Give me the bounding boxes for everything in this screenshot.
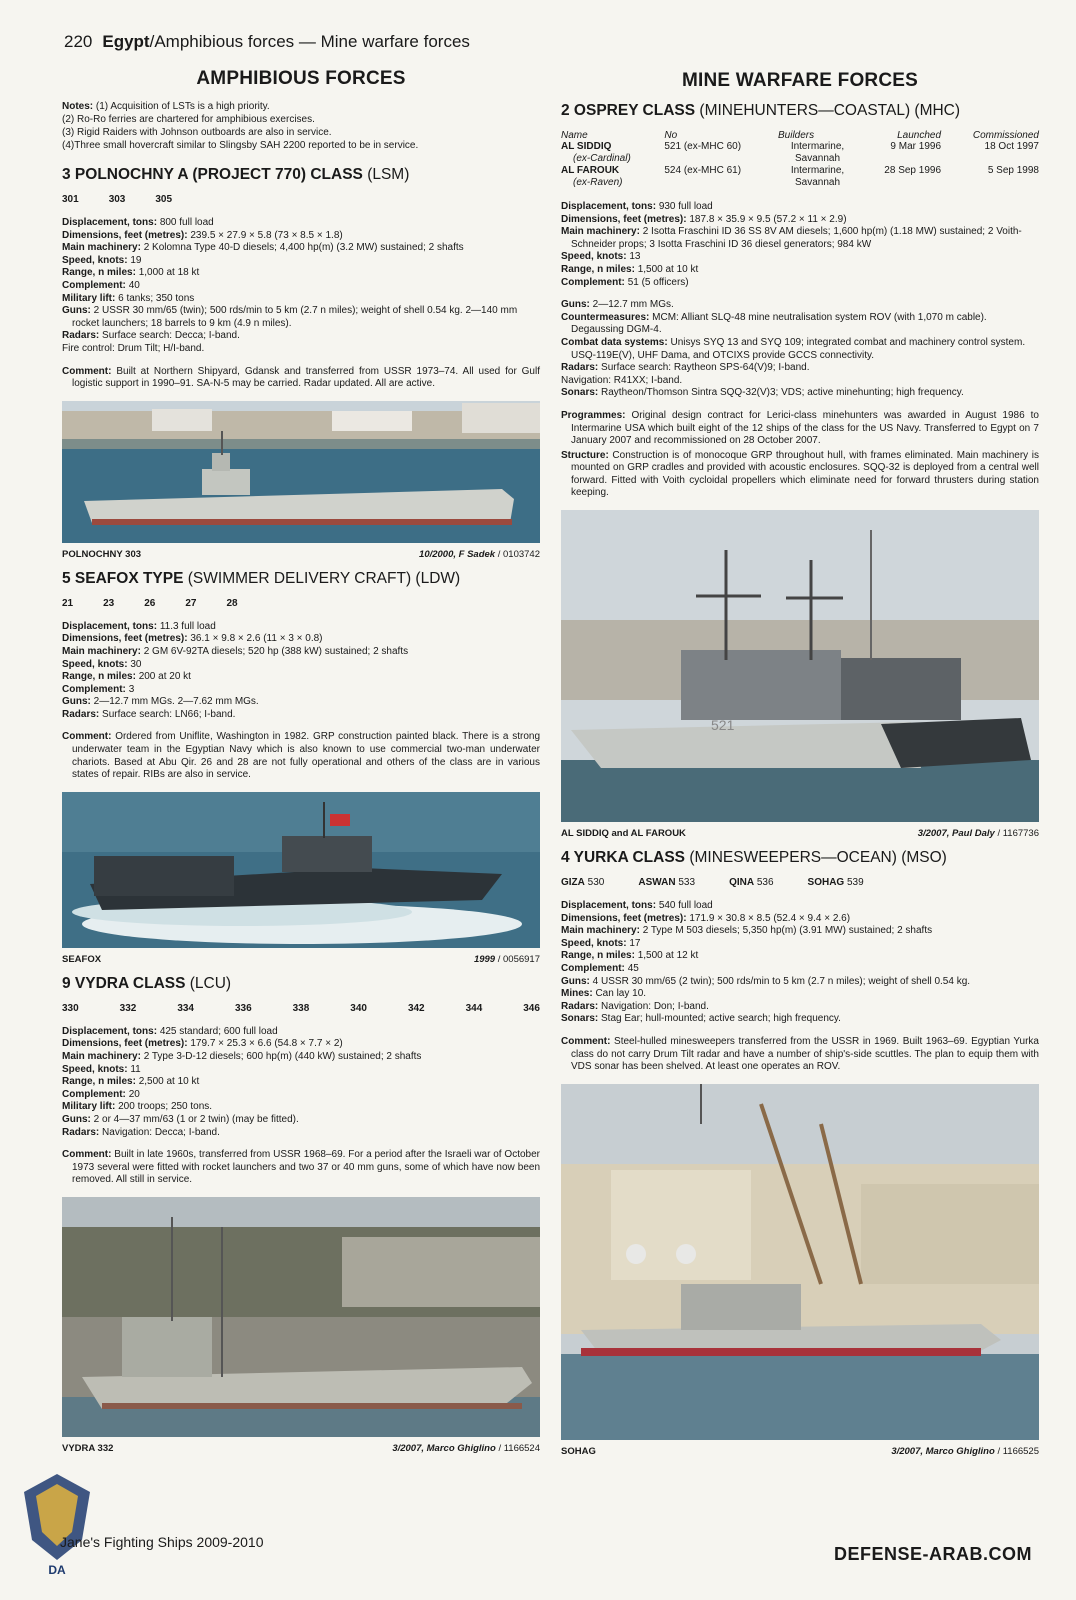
notes-label: Notes: (62, 101, 94, 112)
table-row (561, 141, 1039, 165)
amphibious-notes (62, 100, 540, 152)
seafox-photo (62, 792, 540, 948)
credit-source: 3/2007, Marco Ghiglino (392, 1442, 496, 1454)
spec-key: Complement: (561, 276, 625, 288)
spec-row (62, 633, 540, 646)
yurka-comment (561, 1036, 1039, 1074)
spec-value: 800 full load (159, 217, 214, 228)
spec-row (62, 230, 540, 243)
pennant-number: 342 (407, 1002, 425, 1014)
spec-value: 30 (130, 658, 142, 670)
spec-value: 45 (627, 963, 639, 975)
yurka-specs (561, 900, 1039, 1026)
spec-row (561, 277, 1039, 290)
country-name: Egypt (102, 32, 150, 51)
vydra-photo (62, 1197, 540, 1437)
spec-key: Guns: (62, 696, 91, 708)
comment-label: Comment: (62, 1149, 112, 1161)
spec-key: Complement: (62, 683, 126, 695)
page-number: 220 (64, 32, 93, 51)
yurka-class-title (561, 849, 1039, 867)
spec-value: Can lay 10. (595, 988, 647, 1000)
spec-value: Raytheon/Thomson Sintra SQQ-32(V)3; VDS; active minehunting; high frequency. (601, 387, 964, 399)
spec-row (62, 255, 540, 268)
spec-row (62, 293, 540, 306)
spec-value: 1,000 at 18 kt (138, 267, 200, 279)
spec-row (561, 1001, 1039, 1014)
spec-value: Navigation: R41XX; I-band. (561, 374, 683, 386)
spec-key: Speed, knots: (561, 937, 627, 949)
spec-key: Dimensions, feet (metres): (561, 912, 687, 924)
spec-key: Main machinery: (62, 242, 141, 254)
spec-value: 13 (629, 251, 641, 263)
hull-number: 521 (711, 717, 735, 734)
spec-key: Range, n miles: (561, 263, 635, 275)
spec-row (62, 343, 540, 356)
photo-caption: VYDRA 332 (62, 1442, 114, 1454)
spec-row (561, 925, 1039, 938)
spec-row (62, 1101, 540, 1114)
spec-key: Main machinery: (62, 645, 141, 657)
spec-value: 239.5 × 27.9 × 5.8 (73 × 8.5 × 1.8) (190, 229, 343, 241)
spec-row (62, 659, 540, 672)
spec-value: 2,500 at 10 kt (138, 1076, 200, 1088)
spec-row (561, 963, 1039, 976)
note-line: (1) Acquisition of LSTs is a high priority. (95, 101, 270, 112)
column-header: Commissioned (972, 130, 1039, 141)
spec-key: Range, n miles: (561, 950, 635, 962)
programmes-text: Original design contract for Lerici-class minehunters was awarded in August 1986 to Intermarine USA which built eight of the 12 ships of the class for the US Navy. Transferred to Egypt on 7 January 2007 and recommissioned on 28 October 2007. (571, 409, 1039, 447)
ship-name: QINA (729, 877, 755, 889)
spec-value: 2 GM 6V-92TA diesels; 520 hp (388 kW) sustained; 2 shafts (143, 645, 409, 657)
spec-row (561, 337, 1039, 362)
spec-key: Guns: (62, 305, 91, 317)
spec-key: Sonars: (561, 1013, 599, 1025)
pennant-number: 305 (155, 194, 173, 205)
ship-builder: Intermarine, (790, 141, 845, 152)
column-header: Name (561, 130, 588, 141)
note-line: (3) Rigid Raiders with Johnson outboards are also in service. (62, 127, 332, 138)
yurka-caption (561, 1446, 1039, 1457)
spec-value: MCM: Alliant SLQ-48 mine neutralisation system ROV (with 1,070 m cable). Degaussing DGM-4. (571, 311, 987, 336)
spec-key: Speed, knots: (561, 251, 627, 263)
spec-value: 179.7 × 25.3 × 6.6 (54.8 × 7.7 × 2) (190, 1038, 343, 1050)
spec-value: Unisys SYQ 13 and SYQ 109; integrated combat and machinery control system. USQ-119E(V), UHF Dama, and OTCIXS provide GCCS connectivity. (571, 336, 1026, 361)
spec-key: Displacement, tons: (62, 1025, 158, 1037)
spec-key: Speed, knots: (62, 1063, 128, 1075)
spec-row (62, 305, 540, 330)
spec-value: 187.8 × 35.9 × 9.5 (57.2 × 11 × 2.9) (689, 213, 847, 225)
credit-id: / 0056917 (497, 953, 540, 965)
spec-row (561, 900, 1039, 913)
credit-source: 10/2000, F Sadek (419, 548, 496, 560)
comment-label: Comment: (62, 365, 112, 377)
spec-value: 17 (629, 937, 641, 949)
seafox-specs (62, 621, 540, 722)
spec-row (62, 1038, 540, 1051)
spec-value: 4 USSR 30 mm/65 (2 twin); 500 rds/min to 5 km (2.7 n miles); weight of shell 0.54 kg. (592, 975, 971, 987)
osprey-caption (561, 828, 1039, 839)
spec-row (62, 1076, 540, 1089)
comment-text: Ordered from Uniflite, Washington in 1982. GRP construction painted black. There is a strong underwater team in the Egyptian Navy which is also known to use commercial two-man underwater chariots. Based at Abu Qir. 26 and 28 are not fully operational and others of the class are in various states of repair. RIBs are also in service. (72, 731, 540, 781)
vydra-pennants (62, 1003, 540, 1014)
class-name: 4 YURKA CLASS (561, 849, 686, 867)
class-name: 2 OSPREY CLASS (561, 102, 696, 119)
class-name: 9 VYDRA CLASS (62, 974, 186, 992)
ship-builder-location: Savannah (794, 177, 841, 188)
right-column (561, 66, 1039, 1465)
footer-publication: Jane's Fighting Ships 2009-2010 (60, 1534, 264, 1550)
spec-row (62, 1114, 540, 1127)
class-name: 5 SEAFOX TYPE (62, 569, 184, 587)
spec-key: Dimensions, feet (metres): (62, 633, 188, 645)
ship-number: 533 (678, 877, 696, 889)
spec-row (62, 1127, 540, 1140)
photo-credit (891, 1446, 1039, 1457)
programmes-label: Programmes: (561, 409, 626, 421)
spec-key: Military lift: (62, 1101, 116, 1113)
class-type: (SWIMMER DELIVERY CRAFT) (LDW) (187, 569, 461, 587)
ship-commissioned: 5 Sep 1998 (987, 165, 1039, 176)
spec-key: Military lift: (62, 292, 116, 304)
pennant-number: 28 (226, 597, 238, 609)
polnochny-class-title (62, 166, 540, 184)
class-name: 3 POLNOCHNY A (PROJECT 770) CLASS (62, 166, 363, 183)
spec-value: 2 Type 3-D-12 diesels; 600 hp(m) (440 kW) sustained; 2 shafts (143, 1051, 422, 1063)
spec-value: 930 full load (658, 201, 713, 212)
spec-row (62, 1064, 540, 1077)
photo-credit (474, 954, 540, 965)
structure-label: Structure: (561, 449, 609, 461)
spec-value: Fire control: Drum Tilt; H/I-band. (62, 342, 205, 354)
spec-value: Surface search: Raytheon SPS-64(V)9; I-band. (601, 362, 810, 374)
pennant-item (729, 877, 773, 888)
spec-value: 36.1 × 9.8 × 2.6 (11 × 3 × 0.8) (190, 633, 323, 645)
spec-value: 6 tanks; 350 tons (118, 292, 195, 304)
photo-credit (419, 549, 540, 560)
spec-key: Displacement, tons: (62, 217, 158, 228)
spec-key: Displacement, tons: (561, 900, 657, 912)
spec-value: 2 USSR 30 mm/65 (twin); 500 rds/min to 5 km (2.7 n miles); weight of shell 0.54 kg. 2—140 mm rocket launchers; 18 barrels to 9 km (4.9 n miles). (72, 305, 518, 329)
spec-row (62, 1051, 540, 1064)
pennant-number: 26 (144, 597, 156, 609)
ship-number: 539 (846, 877, 864, 889)
spec-row (62, 242, 540, 255)
osprey-programmes (561, 410, 1039, 448)
ship-launched: 28 Sep 1996 (884, 165, 942, 176)
pennant-number: 21 (62, 597, 74, 609)
pennant-number: 23 (103, 597, 115, 609)
table-row (561, 165, 1039, 189)
table-header-row (561, 130, 1039, 141)
spec-value: 2 Kolomna Type 40-D diesels; 4,400 hp(m) (3.2 MW) sustained; 2 shafts (143, 242, 464, 254)
ship-builder: Intermarine, (790, 165, 845, 176)
seafox-pennants (62, 598, 540, 609)
photo-credit (392, 1443, 540, 1454)
spec-row (62, 684, 540, 697)
ship-name: GIZA (561, 877, 585, 889)
spec-row (561, 913, 1039, 926)
spec-value: 200 troops; 250 tons. (118, 1101, 213, 1113)
credit-source: 3/2007, Paul Daly (917, 828, 995, 840)
credit-id: / 1166525 (997, 1445, 1039, 1457)
spec-value: 425 standard; 600 full load (159, 1025, 278, 1037)
photo-caption: SEAFOX (62, 953, 102, 965)
comment-text: Built in late 1960s, transferred from USSR 1968–69. For a period after the Israeli war of October 1973 several were fitted with rocket launchers and two 37 or 40 mm guns, some of which have now been removed. All still in service. (72, 1149, 540, 1186)
pennant-number: 301 (62, 194, 79, 205)
ship-commissioned: 18 Oct 1997 (984, 141, 1039, 152)
spec-row (561, 988, 1039, 1001)
spec-row (62, 646, 540, 659)
spec-key: Radars: (62, 330, 100, 342)
spec-value: 200 at 20 kt (138, 671, 191, 683)
seafox-comment (62, 731, 540, 781)
spec-row (561, 299, 1039, 312)
amphibious-section-title: AMPHIBIOUS FORCES (196, 68, 406, 89)
ship-former-name: (ex-Cardinal) (573, 153, 631, 164)
ship-number: 521 (ex-MHC 60) (664, 141, 742, 152)
spec-key: Main machinery: (62, 1051, 141, 1063)
spec-value: 2 or 4—37 mm/63 (1 or 2 twin) (may be fitted). (93, 1114, 299, 1125)
spec-value: Navigation: Decca; I-band. (102, 1126, 220, 1138)
spec-value: 40 (128, 279, 140, 291)
spec-value: 19 (130, 254, 142, 266)
ship-name: AL SIDDIQ (561, 141, 612, 152)
spec-key: Dimensions, feet (metres): (62, 1038, 188, 1050)
spec-row (62, 696, 540, 709)
spec-value: Surface search: LN66; I-band. (102, 708, 236, 720)
running-head (64, 32, 470, 52)
polnochny-ship-image (62, 401, 540, 543)
spec-key: Guns: (561, 299, 590, 311)
spec-row (62, 1089, 540, 1102)
spec-row (561, 251, 1039, 264)
polnochny-specs (62, 217, 540, 356)
spec-row (561, 214, 1039, 227)
spec-row (561, 375, 1039, 388)
vydra-class-title (62, 975, 540, 993)
column-header: No (664, 130, 678, 141)
spec-row (561, 950, 1039, 963)
spec-row (62, 217, 540, 230)
spec-value: 1,500 at 12 kt (637, 950, 699, 962)
pennant-number: 344 (465, 1002, 483, 1014)
spec-value: 51 (5 officers) (627, 276, 689, 288)
spec-row (561, 362, 1039, 375)
seafox-caption (62, 954, 540, 965)
spec-value: 171.9 × 30.8 × 8.5 (52.4 × 9.4 × 2.6) (689, 912, 851, 924)
note-line: (2) Ro-Ro ferries are chartered for amphibious exercises. (62, 114, 315, 125)
spec-key: Main machinery: (561, 925, 640, 937)
spec-value: 2—12.7 mm MGs. (592, 299, 674, 311)
vydra-specs (62, 1026, 540, 1139)
spec-row (561, 387, 1039, 400)
ship-number: 530 (587, 877, 605, 889)
polnochny-comment (62, 366, 540, 391)
pennant-number: 340 (350, 1002, 367, 1014)
osprey-photo (561, 510, 1039, 822)
column-header: Builders (777, 130, 815, 141)
pennant-item (808, 877, 864, 888)
column-header: Launched (897, 130, 942, 141)
ship-number: 536 (756, 877, 774, 889)
spec-key: Mines: (561, 988, 593, 1000)
spec-row (561, 264, 1039, 277)
osprey-class-title (561, 102, 1039, 120)
spec-key: Speed, knots: (62, 658, 128, 670)
class-type: (MINEHUNTERS—COASTAL) (MHC) (699, 102, 961, 119)
spec-key: Displacement, tons: (561, 201, 657, 212)
credit-id: / 0103742 (497, 548, 540, 560)
photo-credit (918, 828, 1039, 839)
spec-value: Navigation: Don; I-band. (601, 1000, 709, 1012)
spec-row (62, 280, 540, 293)
spec-value: Stag Ear; hull-mounted; active search; high frequency. (601, 1013, 841, 1025)
spec-key: Radars: (62, 708, 100, 720)
pennant-number: 27 (185, 597, 197, 609)
photo-caption: AL SIDDIQ and AL FAROUK (561, 828, 686, 840)
spec-value: 2 Type M 503 diesels; 5,350 hp(m) (3.91 MW) sustained; 2 shafts (642, 925, 933, 937)
spec-key: Displacement, tons: (62, 620, 158, 632)
polnochny-pennants (62, 194, 540, 205)
osprey-ships-image (561, 510, 1039, 822)
ship-name: AL FAROUK (561, 165, 620, 176)
spec-key: Guns: (62, 1114, 91, 1125)
seafox-boat-image (62, 792, 540, 948)
yurka-photo (561, 1084, 1039, 1440)
spec-value: 540 full load (658, 900, 713, 912)
class-type: (MINESWEEPERS—OCEAN) (MSO) (689, 849, 947, 867)
spec-key: Radars: (561, 1000, 599, 1012)
footer-site[interactable]: DEFENSE-ARAB.COM (833, 1544, 1032, 1564)
vydra-ship-image (62, 1197, 540, 1437)
credit-source: 3/2007, Marco Ghiglino (891, 1445, 995, 1457)
spec-key: Combat data systems: (561, 336, 668, 348)
spec-value: 2 Isotta Fraschini ID 36 SS 8V AM diesels; 1,600 hp(m) (1.18 MW) sustained; 2 Voith-Schneider props; 3 Isotta Fraschini ID 36 diesel generators; 984 kW (571, 226, 1022, 250)
mine-section-title: MINE WARFARE FORCES (681, 70, 919, 91)
pennant-number: 330 (62, 1002, 79, 1014)
credit-id: / 1167736 (997, 828, 1039, 840)
spec-key: Complement: (62, 279, 126, 291)
spec-key: Dimensions, feet (metres): (561, 213, 687, 225)
spec-value: Surface search: Decca; I-band. (102, 330, 240, 342)
logo-text: DA (48, 1563, 66, 1577)
spec-key: Range, n miles: (62, 671, 136, 683)
spec-row (62, 1026, 540, 1039)
spec-value: 3 (128, 683, 135, 695)
spec-key: Radars: (62, 1126, 100, 1138)
credit-id: / 1166524 (498, 1442, 540, 1454)
vydra-comment (62, 1149, 540, 1187)
spec-row (62, 621, 540, 634)
pennant-number: 334 (177, 1002, 194, 1014)
comment-label: Comment: (62, 731, 112, 743)
spec-key: Countermeasures: (561, 311, 650, 323)
polnochny-caption (62, 549, 540, 560)
photo-caption: SOHAG (561, 1445, 596, 1457)
spec-key: Complement: (62, 1088, 126, 1100)
spec-value: 2—12.7 mm MGs. 2—7.62 mm MGs. (93, 696, 259, 708)
spec-value: 11 (130, 1063, 141, 1075)
spec-key: Range, n miles: (62, 1076, 136, 1088)
comment-label: Comment: (561, 1036, 611, 1047)
spec-row (561, 201, 1039, 214)
ship-builder-location: Savannah (794, 153, 841, 164)
yurka-ship-image (561, 1084, 1039, 1440)
pennant-item (638, 877, 695, 888)
osprey-ships-table (561, 130, 1039, 189)
defense-arab-logo (12, 1470, 102, 1580)
structure-text: Construction is of monocoque GRP throughout hull, with frames eliminated. Main machinery is mounted on GRP cradles and provided with acoustic enclosures. SQQ-32 is deployed from a central well forward. Fitted with Voith cycloidal propellers which eliminate need for forward thrusters during station keeping. (571, 449, 1039, 499)
comment-text: Built at Northern Shipyard, Gdansk and transferred from USSR 1973–74. All used for Gulf logistic support in 1990–91. SA-N-5 may be carried. Radar updated. All are active. (72, 365, 540, 390)
comment-text: Steel-hulled minesweepers transferred from the USSR in 1969. Built 1963–69. Egyptian Yurka class do not carry Drum Tilt radar and have a number of ship's-side scuttles. The plan to equip them with VDS sonar has been shelved. At least one operates an ROV. (571, 1036, 1039, 1073)
spec-row (561, 938, 1039, 951)
spec-key: Main machinery: (561, 226, 640, 238)
credit-source: 1999 (473, 953, 496, 965)
spec-value: 20 (128, 1088, 140, 1100)
spec-key: Dimensions, feet (metres): (62, 229, 188, 241)
seafox-class-title (62, 570, 540, 588)
pennant-number: 338 (292, 1002, 310, 1014)
spec-row (62, 671, 540, 684)
spec-row (561, 312, 1039, 337)
ship-number: 524 (ex-MHC 61) (664, 165, 742, 176)
photo-caption: POLNOCHNY 303 (62, 548, 142, 560)
spec-key: Range, n miles: (62, 267, 136, 279)
note-line: (4)Three small hovercraft similar to Slingsby SAH 2200 reported to be in service. (62, 140, 419, 151)
ship-former-name: (ex-Raven) (573, 177, 623, 188)
spec-row (62, 330, 540, 343)
yurka-pennants (561, 877, 1039, 888)
spec-key: Guns: (561, 975, 590, 987)
osprey-specs-weapons (561, 299, 1039, 400)
osprey-specs (561, 201, 1039, 289)
ship-name: SOHAG (807, 877, 845, 889)
spec-key: Speed, knots: (62, 254, 128, 266)
osprey-structure (561, 450, 1039, 500)
polnochny-photo (62, 401, 540, 543)
vydra-caption (62, 1443, 540, 1454)
ship-name: ASWAN (638, 877, 676, 889)
class-type: (LSM) (367, 166, 410, 183)
spec-row (561, 1013, 1039, 1026)
spec-row (561, 226, 1039, 251)
pennant-number: 336 (234, 1002, 252, 1014)
pennant-number: 303 (108, 194, 126, 205)
pennant-item (561, 877, 604, 888)
pennant-number: 346 (523, 1002, 540, 1014)
spec-value: 11.3 full load (159, 620, 216, 632)
pennant-number: 332 (119, 1002, 137, 1014)
class-type: (LCU) (189, 974, 232, 992)
spec-key: Sonars: (561, 387, 599, 399)
header-subtitle: /Amphibious forces — Mine warfare forces (149, 32, 470, 51)
spec-row (62, 267, 540, 280)
spec-row (561, 976, 1039, 989)
ship-launched: 9 Mar 1996 (890, 141, 942, 152)
spec-key: Complement: (561, 963, 625, 975)
left-column (62, 66, 540, 1462)
spec-row (62, 709, 540, 722)
spec-value: 1,500 at 10 kt (637, 263, 699, 275)
spec-key: Radars: (561, 362, 599, 374)
